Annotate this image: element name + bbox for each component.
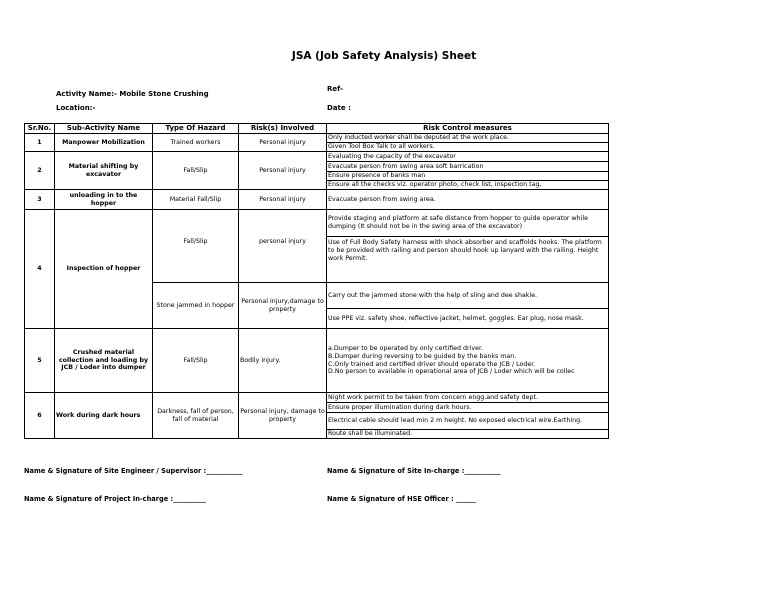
site-engineer-signature: Name & Signature of Site Engineer / Supervisor :___________ <box>24 467 243 475</box>
control-measure: Only inducted worker shall be deputed at the work place. <box>327 134 609 143</box>
sub-activity: unloading in to the hopper <box>55 190 153 210</box>
hazard: Fall/Slip <box>153 329 239 393</box>
hazard: Stone jammed in hopper <box>153 283 239 329</box>
sr-no: 2 <box>25 152 55 190</box>
table-row <box>25 134 609 143</box>
control-measure: D.No person to available in operational area of JCB / Loder which will be collec <box>328 368 575 376</box>
jsa-table <box>24 123 609 439</box>
table-row <box>25 393 609 403</box>
sr-no: 6 <box>25 393 55 439</box>
control-measures-list <box>327 329 609 393</box>
site-incharge-signature: Name & Signature of Site In-charge :___________ <box>327 467 501 475</box>
control-measure: Given Tool Box Talk to all workers. <box>327 143 609 152</box>
col-control: Risk Control measures <box>327 124 609 134</box>
control-measure: Ensure presence of banks man <box>327 172 609 181</box>
table-row <box>25 210 609 237</box>
table-row <box>25 152 609 162</box>
col-sub-activity: Sub-Activity Name <box>55 124 153 134</box>
control-measure: Ensure all the checks viz. operator photo, check list, inspection tag, <box>327 181 609 190</box>
col-risk: Risk(s) Involved <box>239 124 327 134</box>
col-srno: Sr.No. <box>25 124 55 134</box>
control-measure: Use PPE viz. safety shoe, reflective jacket, helmet, goggles. Ear plug, nose mask. <box>327 309 609 329</box>
hazard: Material Fall/Slip <box>153 190 239 210</box>
control-measure: Evaluating the capacity of the excavator <box>327 152 609 162</box>
control-measure: Use of Full Body Safety harness with shock absorber and scaffolds hooks. The platform to be provided with railing and person should hook up lanyard with the railing. Height work Permit. <box>327 237 609 283</box>
sr-no: 4 <box>25 210 55 329</box>
risk: Personal injury <box>239 134 327 152</box>
sub-activity: Material shifting by excavator <box>55 152 153 190</box>
location-label: Location:- <box>56 104 96 112</box>
control-measure: Electrical cable should lead min 2 m height. No exposed electrical wire.Earthing. <box>327 413 609 430</box>
control-measure: Night work permit to be taken from concern engg.and safety dept. <box>327 393 609 403</box>
control-measure: Ensure proper illumination during dark hours. <box>327 403 609 413</box>
sub-activity: Manpower Mobilization <box>55 134 153 152</box>
risk: personal injury <box>239 210 327 283</box>
sr-no: 3 <box>25 190 55 210</box>
risk: Personal injury,damage to property <box>239 283 327 329</box>
hazard: Darkness, fall of person, fall of material <box>153 393 239 439</box>
risk: Personal injury <box>239 190 327 210</box>
control-measure: Carry out the jammed stone with the help of sling and dee shakle. <box>327 283 609 309</box>
ref-label: Ref- <box>327 85 343 93</box>
sub-activity: Work during dark hours <box>55 393 153 439</box>
risk: Personal injury, damage to property <box>239 393 327 439</box>
hazard: Fall/Slip <box>153 210 239 283</box>
control-measure: Route shall be illuminated. <box>327 430 609 439</box>
sr-no: 5 <box>25 329 55 393</box>
risk: Bodily injury. <box>239 329 327 393</box>
table-row <box>25 190 609 210</box>
sr-no: 1 <box>25 134 55 152</box>
sub-activity: Crushed material collection and loading by JCB / Loder into dumper <box>55 329 153 393</box>
hazard: Fall/Slip <box>153 152 239 190</box>
risk: Personal injury <box>239 152 327 190</box>
sub-activity: Inspection of hopper <box>55 210 153 329</box>
hse-officer-signature: Name & Signature of HSE Officer : ______ <box>327 495 476 503</box>
control-measure: Evacuate person from swing area. <box>327 190 609 210</box>
table-header-row <box>25 124 609 134</box>
page-title: JSA (Job Safety Analysis) Sheet <box>291 50 477 62</box>
date-label: Date : <box>327 104 351 112</box>
control-measure: Provide staging and platform at safe distance from hopper to guide operator while dumping (It should not be in the swing area of the excavator) <box>327 210 609 237</box>
control-measure: Evacuate person from swing area soft barrication <box>327 162 609 172</box>
hazard: Trained workers <box>153 134 239 152</box>
table-row <box>25 329 609 393</box>
activity-name: Activity Name:- Mobile Stone Crushing <box>56 90 209 98</box>
control-measure: C.Only trained and certified driver should operate the JCB / Loder. <box>328 360 536 368</box>
project-incharge-signature: Name & Signature of Project In-charge :__________ <box>24 495 207 503</box>
control-measure: a.Dumper to be operated by only certified driver. <box>328 344 483 352</box>
control-measure: B.Dumper during reversing to be guided by the banks man. <box>328 352 517 360</box>
col-hazard: Type Of Hazard <box>153 124 239 134</box>
